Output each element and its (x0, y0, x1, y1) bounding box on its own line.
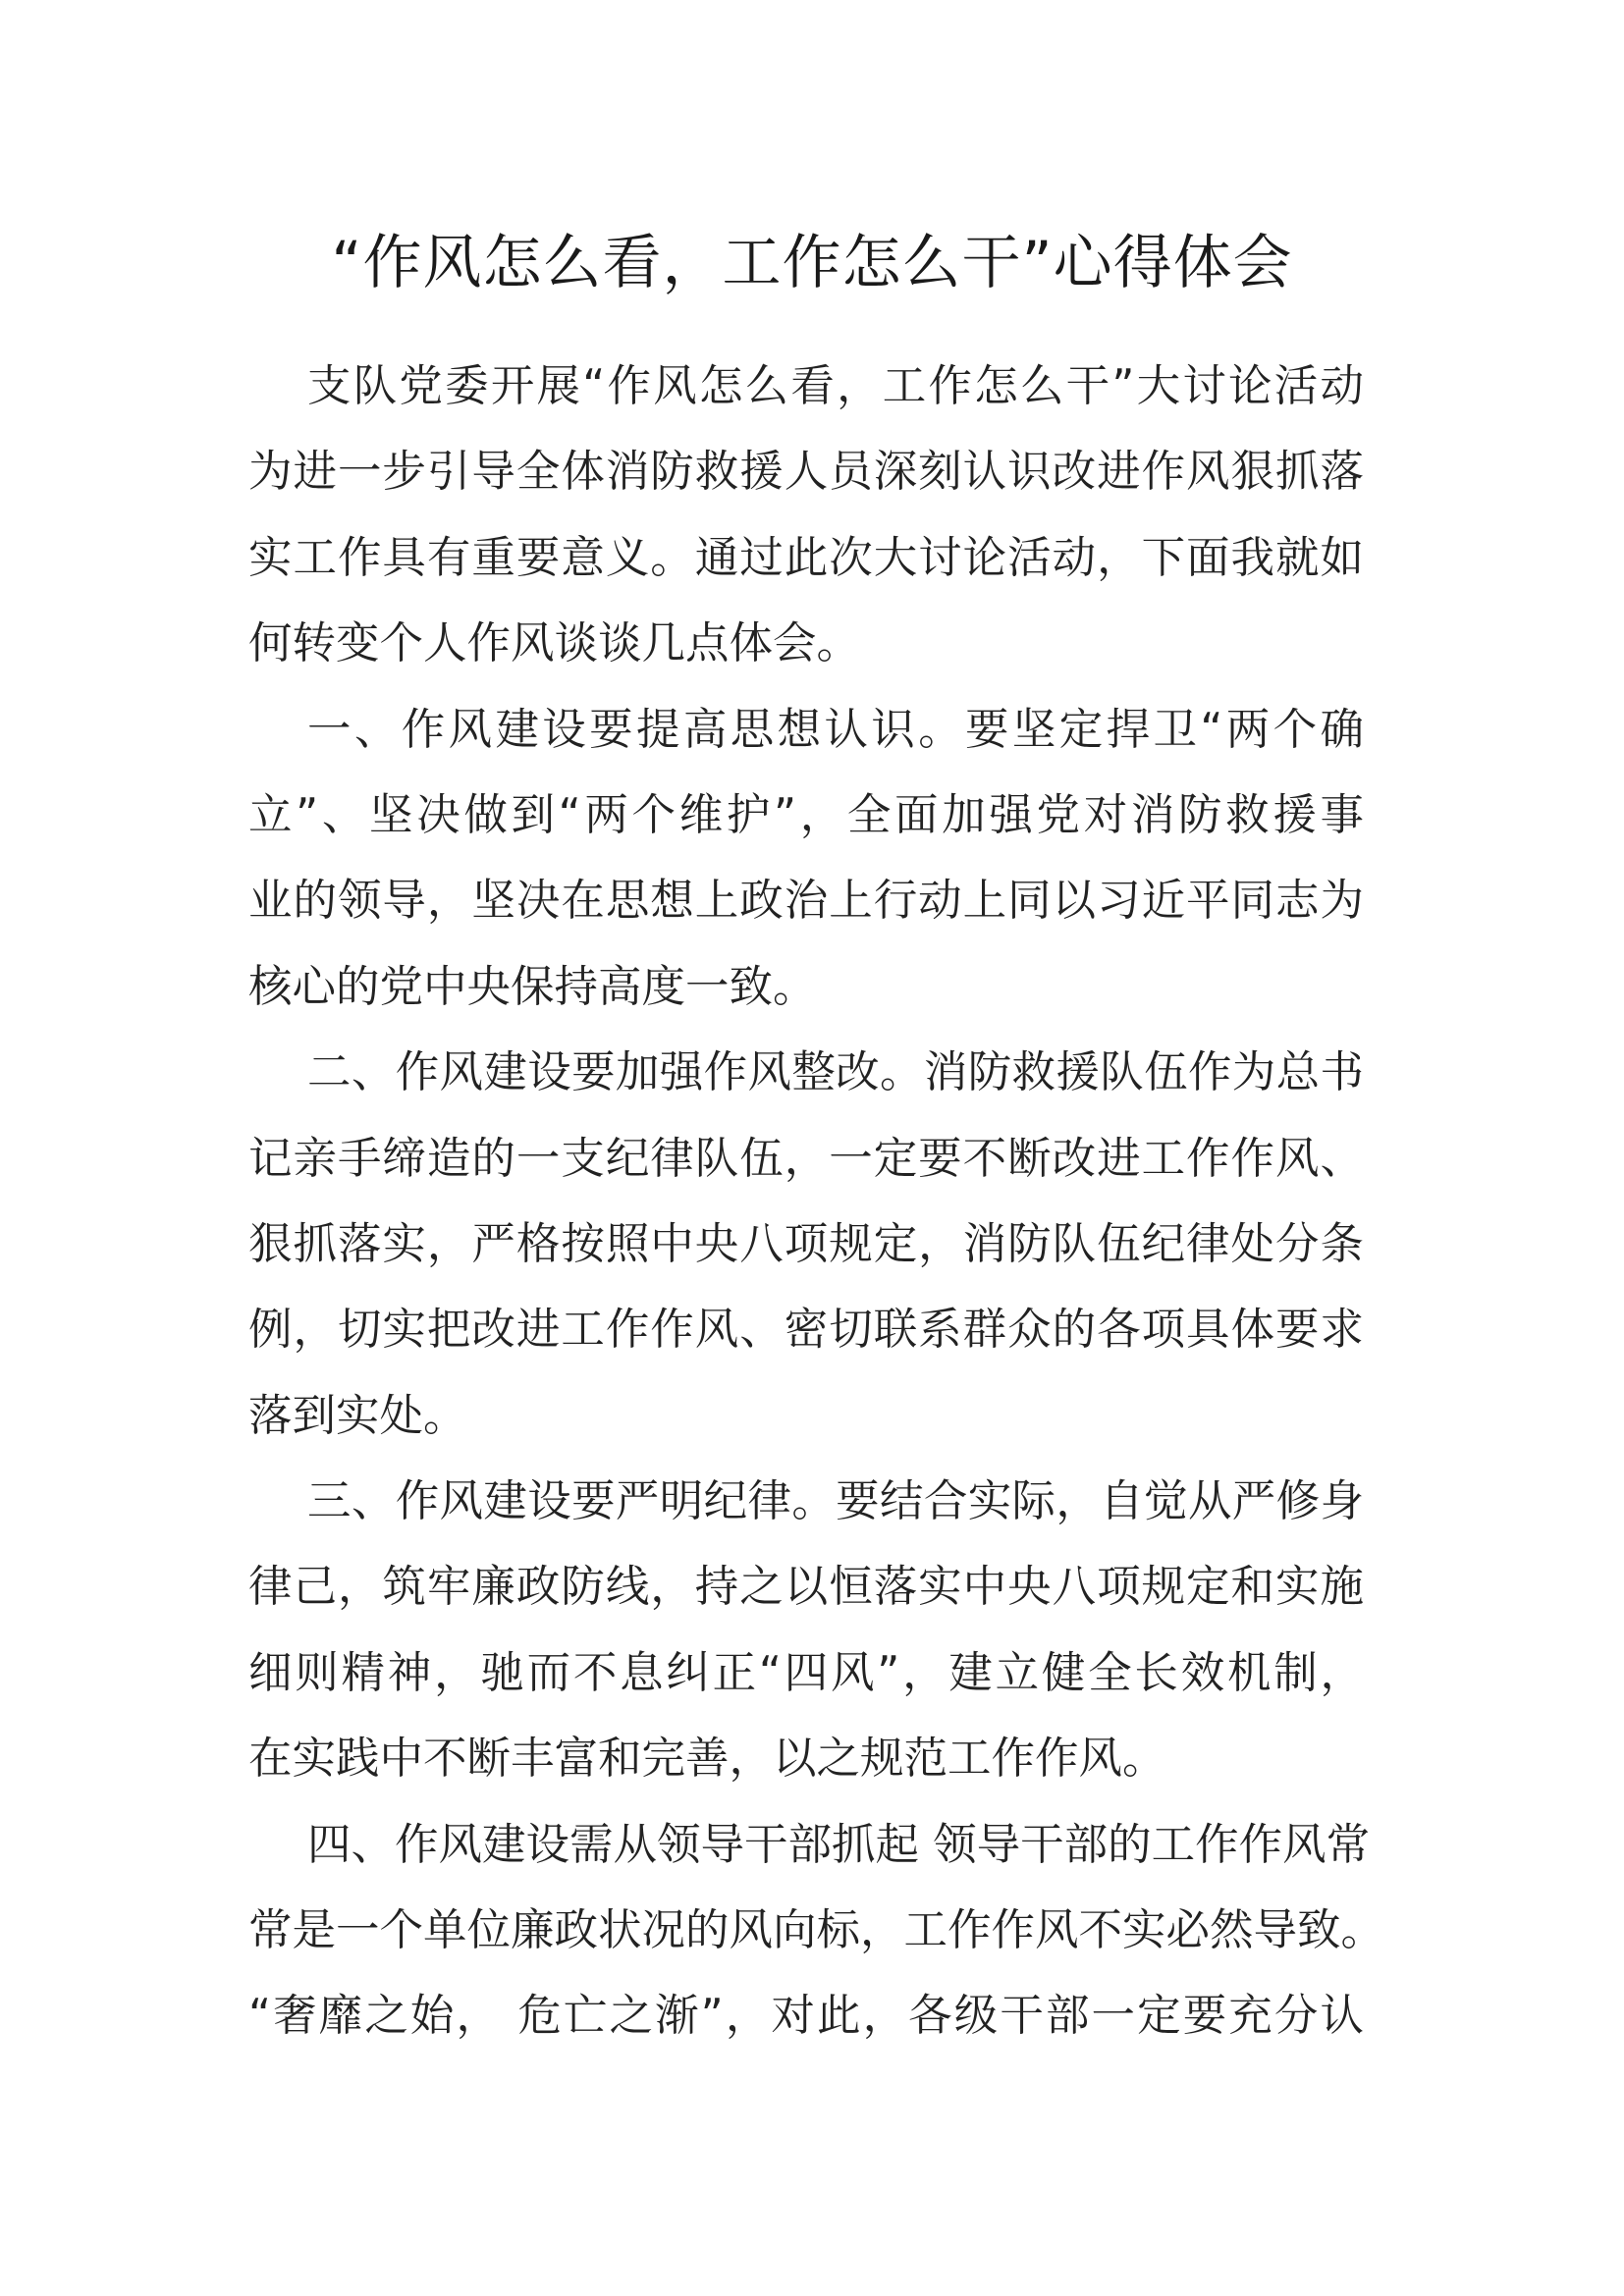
paragraph-5-line: 四、作风建设需从领导干部抓起 领导干部的工作作风常 (307, 1819, 1371, 1870)
paragraph-4-line: 细则精神，驰而不息纠正“四风”，建立健全长效机制， (248, 1647, 1364, 1698)
paragraph-1-line: 何转变个人作风谈谈几点体会。 (248, 618, 861, 669)
paragraph-2-line: 立”、坚决做到“两个维护”，全面加强党对消防救援事 (248, 789, 1364, 840)
paragraph-1-line: 为进一步引导全体消防救援人员深刻认识改进作风狠抓落 (248, 447, 1364, 498)
document-title: “作风怎么看，工作怎么干”心得体会 (331, 229, 1293, 297)
paragraph-2-line: 核心的党中央保持高度一致。 (248, 961, 817, 1012)
paragraph-5-line: “奢靡之始， 危亡之渐”，对此，各级干部一定要充分认 (248, 1991, 1364, 2042)
paragraph-5-line: 常是一个单位廉政状况的风向标，工作作风不实必然导致。 (248, 1905, 1385, 1956)
document-body (248, 344, 1385, 2059)
paragraph-3-line: 例，切实把改进工作作风、密切联系群众的各项具体要求 (248, 1305, 1364, 1356)
paragraph-1-line: 实工作具有重要意义。通过此次大讨论活动，下面我就如 (248, 532, 1364, 583)
paragraph-4-line: 律己，筑牢廉政防线，持之以恒落实中央八项规定和实施 (248, 1562, 1364, 1613)
paragraph-3-line: 二、作风建设要加强作风整改。消防救援队伍作为总书 (307, 1047, 1364, 1098)
paragraph-4-line: 三、作风建设要严明纪律。要结合实际，自觉从严修身 (307, 1476, 1364, 1527)
paragraph-4-line: 在实践中不断丰富和完善，以之规范工作作风。 (248, 1734, 1166, 1785)
paragraph-1-line: 支队党委开展“作风怎么看，工作怎么干”大讨论活动 (307, 361, 1364, 411)
paragraph-3-line: 落到实处。 (248, 1390, 467, 1441)
paragraph-3-line: 记亲手缔造的一支纪律队伍，一定要不断改进工作作风、 (248, 1133, 1364, 1184)
paragraph-2-line: 业的领导，坚决在思想上政治上行动上同以习近平同志为 (248, 876, 1364, 927)
paragraph-2-line: 一、作风建设要提高思想认识。要坚定捍卫“两个确 (307, 704, 1364, 755)
paragraph-3-line: 狠抓落实，严格按照中央八项规定，消防队伍纪律处分条 (248, 1218, 1364, 1269)
